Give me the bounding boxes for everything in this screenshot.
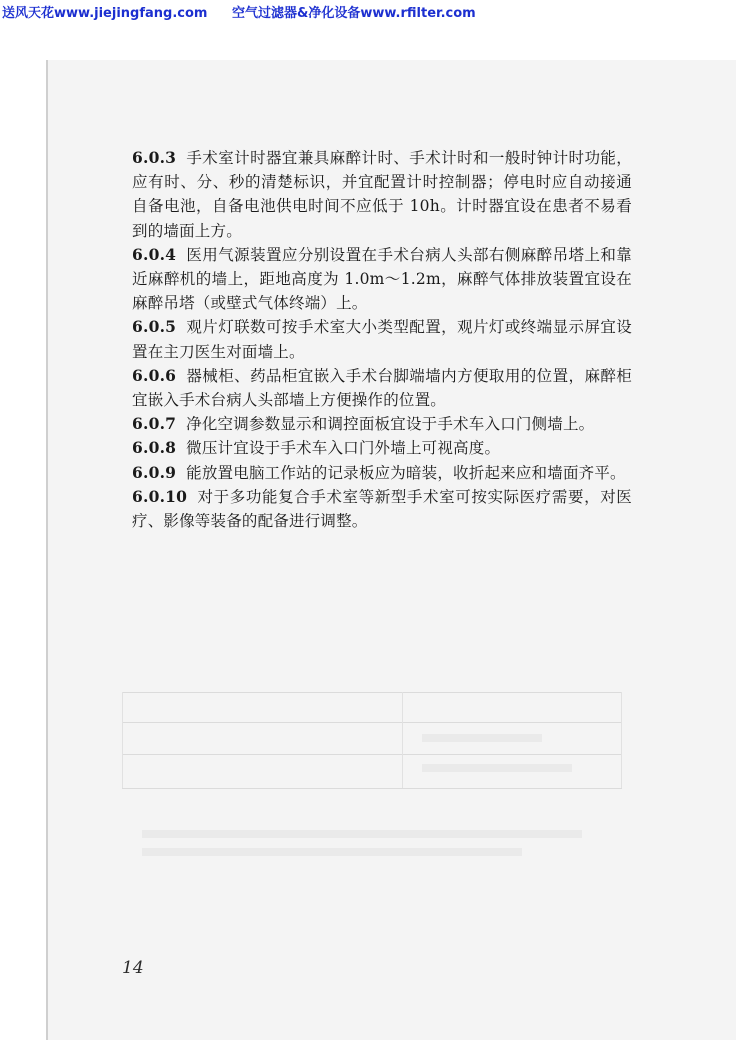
clause-number: 6.0.10 [132,486,188,506]
watermark-right-text: 空气过滤器&净化设备www.rfilter.com [232,6,476,21]
clause-6-0-6 [132,364,632,412]
clause-text: 观片灯联数可按手术室大小类型配置，观片灯或终端显示屏宜设置在主刀医生对面墙上。 [132,318,632,361]
clause-number: 6.0.6 [132,365,177,385]
watermark-bar [0,0,750,22]
clause-6-0-8 [132,436,632,460]
clause-text: 能放置电脑工作站的记录板应为暗装，收折起来应和墙面齐平。 [186,463,626,482]
clause-number: 6.0.4 [132,244,177,264]
page-edge-shadow [46,60,48,1040]
clause-number: 6.0.5 [132,317,177,337]
clause-text: 手术室计时器宜兼具麻醉计时、手术计时和一般时钟计时功能，应有时、分、秒的清楚标识，并宜配置计时控制器；停电时应自动接通自备电池，自备电池供电时间不应低于 10h。计时器宜设在患者不易看到的墙面上方。 [132,149,632,240]
clause-number: 6.0.9 [132,462,177,482]
watermark-left-text: 送风天花www.jiejingfang.com [2,6,208,21]
clause-6-0-3 [132,146,632,243]
clause-text: 微压计宜设于手术车入口门外墙上可视高度。 [186,439,501,458]
clause-number: 6.0.7 [132,414,177,434]
clause-text: 器械柜、药品柜宜嵌入手术台脚端墙内方便取用的位置，麻醉柜宜嵌入手术台病人头部墙上方便操作的位置。 [132,366,632,410]
clause-text: 对于多功能复合手术室等新型手术室可按实际医疗需要，对医疗、影像等装备的配备进行调整。 [132,487,632,531]
clause-6-0-5 [132,315,632,363]
clause-6-0-7 [132,412,632,436]
clause-text: 医用气源装置应分别设置在手术台病人头部右侧麻醉吊塔上和靠近麻醉机的墙上，距地高度为 1.0m～1.2m，麻醉气体排放装置宜设在麻醉吊塔（或壁式气体终端）上。 [132,245,632,313]
clause-text: 净化空调参数显示和调控面板宜设于手术车入口门侧墙上。 [186,415,595,434]
page-number: 14 [122,958,144,978]
clause-6-0-9 [132,461,632,485]
clause-6-0-10 [132,485,632,533]
clause-number: 6.0.3 [132,148,177,167]
bleed-through-show-through [122,692,622,852]
clause-6-0-4 [132,243,632,316]
clause-list [132,146,632,533]
clause-number: 6.0.8 [132,438,177,458]
